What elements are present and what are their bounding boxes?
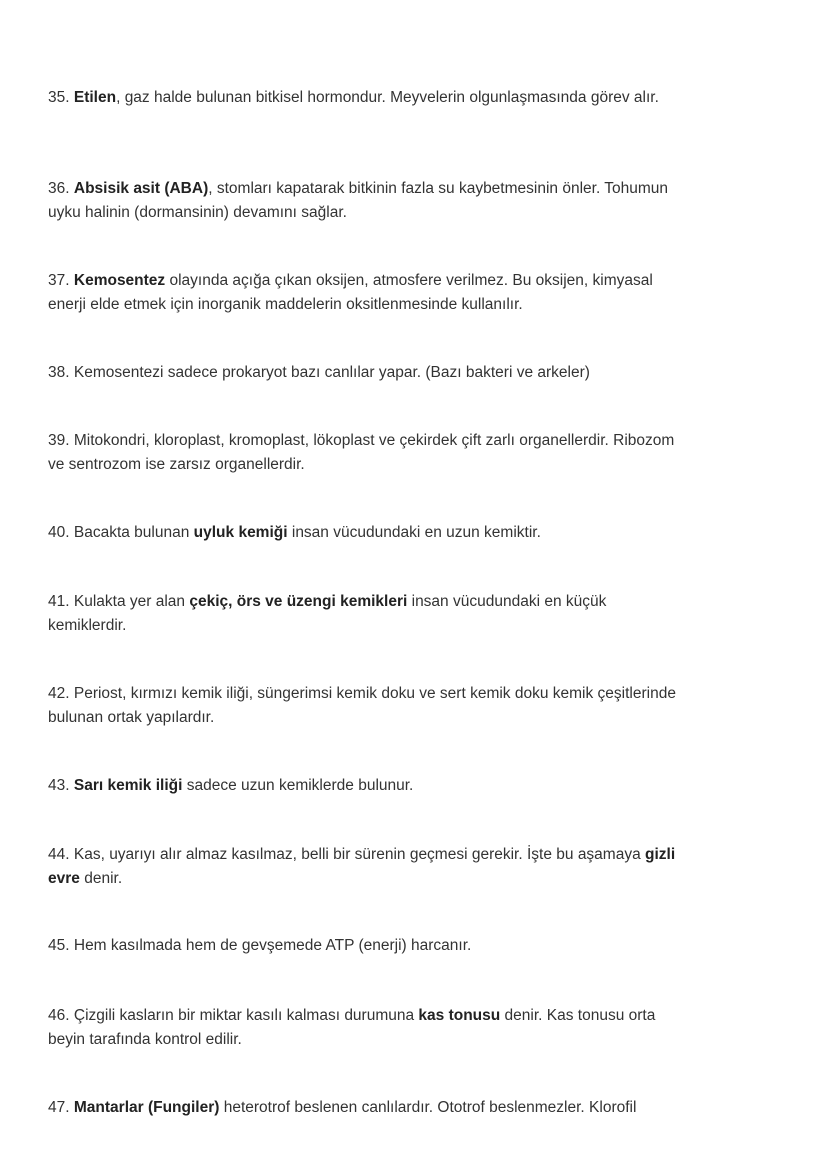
item-text: Periost, kırmızı kemik iliği, süngerimsi kemik doku ve sert kemik doku kemik çeşitlerinde bulunan ortak yapılardır. <box>48 685 676 726</box>
item-bold-term: uyluk kemiği <box>193 524 288 541</box>
item-text: Kas, uyarıyı alır almaz kasılmaz, belli bir sürenin geçmesi gerekir. İşte bu aşamaya <box>69 846 646 863</box>
item-text: , gaz halde bulunan bitkisel hormondur. Meyvelerin olgunlaşmasında görev alır. <box>116 89 659 106</box>
item-text: Kulakta yer alan <box>69 593 190 610</box>
item-bold-term: Etilen <box>73 89 117 106</box>
item-number: 40. <box>48 524 70 541</box>
item-text: Hem kasılmada hem de gevşemede ATP (enerji) harcanır. <box>69 937 472 954</box>
paragraph-40 <box>48 521 688 545</box>
item-text: sadece uzun kemiklerde bulunur. <box>182 777 414 794</box>
item-number: 42. <box>48 685 70 702</box>
paragraph-36 <box>48 177 688 225</box>
paragraph-47 <box>48 1096 688 1120</box>
item-text: denir. <box>79 870 123 887</box>
item-number: 35. <box>48 89 70 106</box>
paragraph-39 <box>48 429 688 477</box>
paragraph-44 <box>48 843 688 891</box>
paragraph-46 <box>48 1004 688 1052</box>
item-number: 44. <box>48 846 70 863</box>
item-number: 47. <box>48 1099 70 1116</box>
paragraph-38 <box>48 361 688 385</box>
item-text: Mitokondri, kloroplast, kromoplast, lökoplast ve çekirdek çift zarlı organellerdir. Ribozom ve sentrozom ise zarsız organellerdir. <box>48 432 675 473</box>
item-text: Çizgili kasların bir miktar kasılı kalması durumuna <box>69 1007 419 1024</box>
item-text: insan vücudundaki en küçük kemiklerdir. <box>48 593 607 634</box>
item-bold-term: gizli evre <box>48 846 676 887</box>
item-text: Bacakta bulunan <box>69 524 194 541</box>
item-bold-term: Absisik asit (ABA) <box>73 180 209 197</box>
paragraph-35 <box>48 86 688 110</box>
item-bold-term: Sarı kemik iliği <box>73 777 183 794</box>
item-number: 37. <box>48 272 70 289</box>
item-text: , stomları kapatarak bitkinin fazla su kaybetmesinin önler. Tohumun uyku halinin (dormansinin) devamını sağlar. <box>48 180 669 221</box>
item-number: 45. <box>48 937 70 954</box>
item-bold-term: Kemosentez <box>73 272 166 289</box>
item-number: 43. <box>48 777 70 794</box>
item-text: denir. Kas tonusu orta beyin tarafında kontrol edilir. <box>48 1007 656 1048</box>
item-number: 36. <box>48 180 70 197</box>
item-bold-term: çekiç, örs ve üzengi kemikleri <box>189 593 408 610</box>
item-number: 38. <box>48 364 70 381</box>
paragraph-37 <box>48 269 688 317</box>
item-text: insan vücudundaki en uzun kemiktir. <box>287 524 541 541</box>
item-text: Kemosentezi sadece prokaryot bazı canlılar yapar. (Bazı bakteri ve arkeler) <box>69 364 590 381</box>
item-number: 46. <box>48 1007 70 1024</box>
item-text: heterotrof beslenen canlılardır. Ototrof beslenmezler. Klorofil <box>219 1099 637 1116</box>
paragraph-45 <box>48 934 688 958</box>
paragraph-41 <box>48 590 688 638</box>
item-number: 41. <box>48 593 70 610</box>
item-number: 39. <box>48 432 70 449</box>
item-bold-term: kas tonusu <box>418 1007 501 1024</box>
item-text: olayında açığa çıkan oksijen, atmosfere verilmez. Bu oksijen, kimyasal enerji elde etmek için inorganik maddelerin oksitlenmesinde kullanılır. <box>48 272 653 313</box>
paragraph-43 <box>48 774 688 798</box>
paragraph-42 <box>48 682 688 730</box>
item-bold-term: Mantarlar (Fungiler) <box>73 1099 220 1116</box>
